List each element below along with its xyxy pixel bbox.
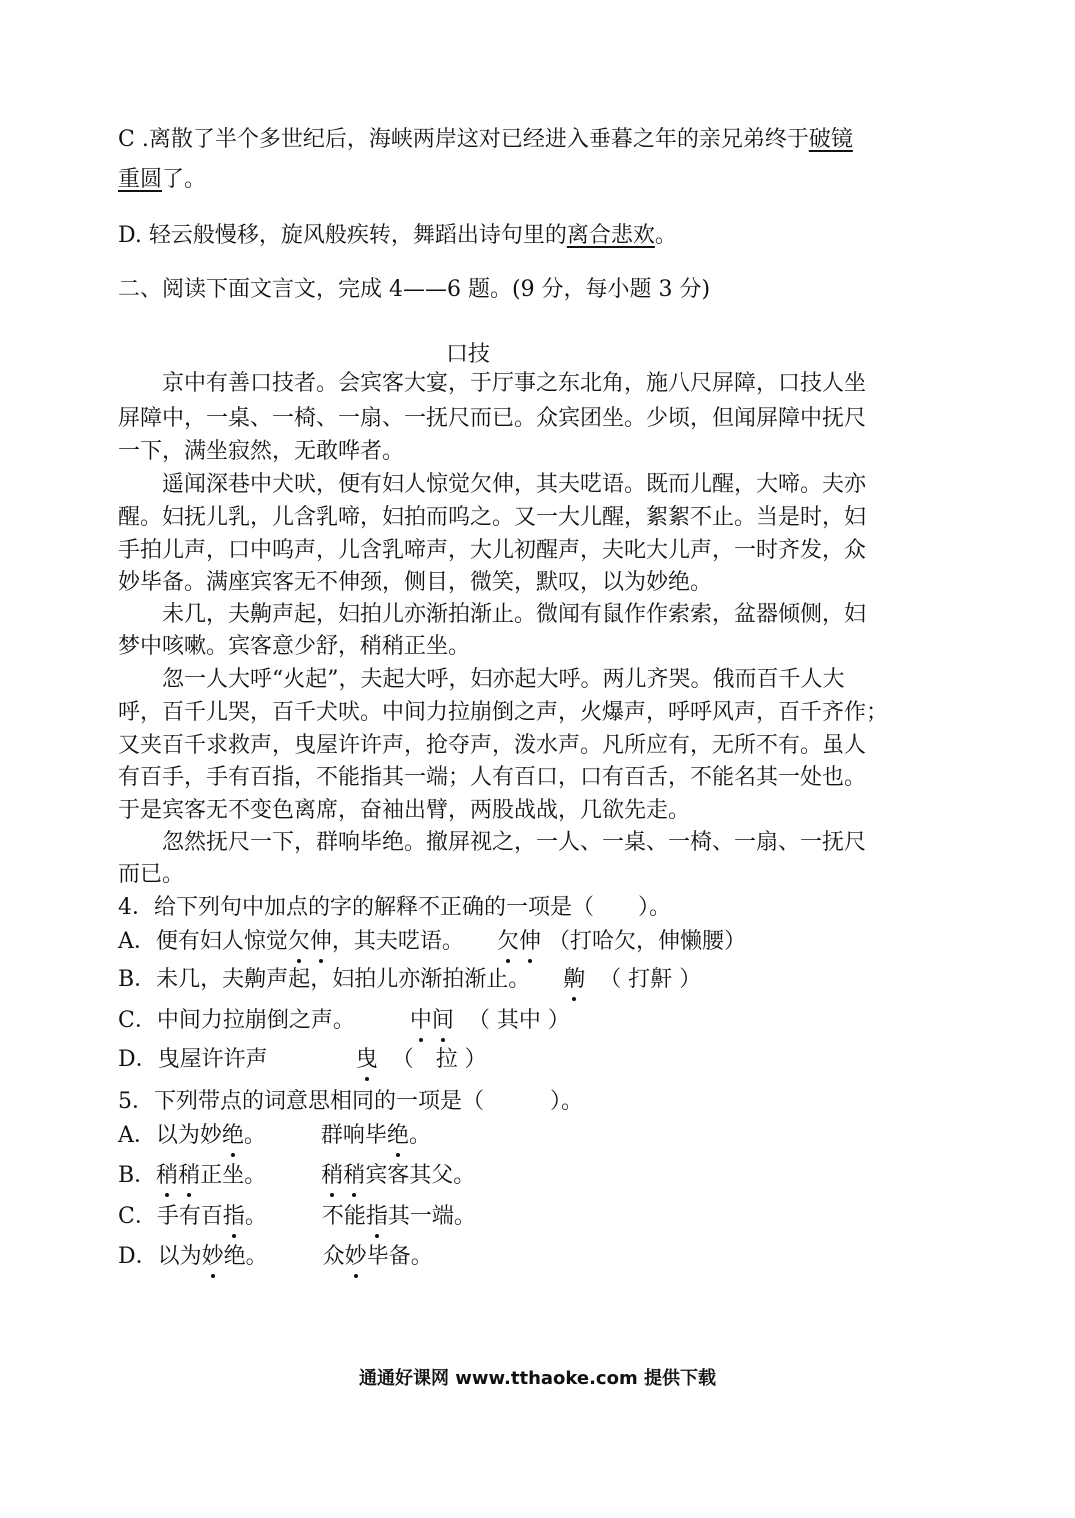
question-4-option-b: B．未几，夫齁声起，妇拍儿亦渐拍渐止。 齁 （ 打鼾 ） (118, 965, 701, 995)
dotted-char: 妙 (202, 1242, 224, 1272)
dotted-char: 间 (432, 1006, 454, 1036)
section-heading: 二、阅读下面文言文，完成 4——6 题。(9 分，每小题 3 分) (118, 277, 711, 302)
passage-line: 手拍儿声，口中呜声，儿含乳啼声，大儿初醒声，夫叱大儿声，一时齐发，众 (118, 538, 867, 563)
passage-line: 遥闻深巷中犬吠，便有妇人惊觉欠伸，其夫呓语。既而儿醒，大啼。夫亦 (118, 472, 867, 497)
passage-line: 而已。 (118, 862, 185, 887)
dotted-char: 绝 (387, 1121, 409, 1151)
dotted-char: 指 (223, 1202, 245, 1232)
dotted-char: 指 (366, 1202, 388, 1232)
question-4-stem: 4．给下列句中加点的字的解释不正确的一项是（ ）。 (118, 895, 671, 920)
question-4-option-c: C．中间力拉崩倒之声。 中间 （ 其中 ） (118, 1006, 570, 1036)
option-c (118, 125, 853, 155)
passage-line: 有百手，手有百指，不能指其一端；人有百口，口有百舌，不能名其一处也。 (118, 765, 867, 790)
option-c-continued: 重圆了。 (118, 167, 207, 192)
question-5-option-c: C．手有百指。 不能指其一端。 (118, 1202, 476, 1232)
underlined-phrase: 离合悲欢 (566, 223, 655, 248)
dotted-char: 稍 (178, 1161, 200, 1191)
passage-title: 口技 (446, 342, 491, 367)
option-d: D. 轻云般慢移，旋风般疾转，舞蹈出诗句里的离合悲欢。 (118, 223, 677, 248)
passage-line: 屏障中，一桌、一椅、一扇、一抚尺而已。众宾团坐。少顷，但闻屏障中抚尺 (118, 406, 867, 431)
underlined-phrase: 破镜 (808, 127, 853, 152)
question-4-option-d: D．曳屋许许声 曳 （ 拉 ） (118, 1045, 487, 1075)
dotted-char: 曳 (356, 1045, 378, 1075)
underlined-phrase: 重圆 (118, 167, 163, 192)
passage-line: 京中有善口技者。会宾客大宴，于厅事之东北角，施八尺屏障，口技人坐 (118, 371, 867, 396)
passage-line: 一下，满坐寂然，无敢哗者。 (118, 439, 405, 464)
dotted-char: 稍 (156, 1161, 178, 1191)
question-5-option-d: D．以为妙绝。 众妙毕备。 (118, 1242, 433, 1272)
question-5-option-a: A．以为妙绝。 群响毕绝。 (118, 1121, 431, 1151)
passage-line: 于是宾客无不变色离席，奋袖出臂，两股战战，几欲先走。 (118, 798, 691, 823)
dotted-char: 欠 (288, 927, 310, 957)
question-4-option-a: A．便有妇人惊觉欠伸，其夫呓语。 欠伸 （打哈欠，伸懒腰） (118, 927, 746, 957)
option-d-text: D. 轻云般慢移，旋风般疾转，舞蹈出诗句里的 (118, 223, 567, 248)
question-5-option-b: B．稍稍正坐。 稍稍宾客其父。 (118, 1161, 475, 1191)
dotted-char: 齁 (563, 965, 585, 995)
footer-source: 通通好课网 www.tthaoke.com 提供下载 (359, 1368, 716, 1389)
dotted-char: 绝 (222, 1121, 244, 1151)
dotted-char: 伸 (519, 927, 541, 957)
passage-line: 忽然抚尺一下，群响毕绝。撤屏视之，一人、一桌、一椅、一扇、一抚尺 (118, 830, 867, 855)
option-c-text: C .离散了半个多世纪后，海峡两岸这对已经进入垂暮之年的亲兄弟终于 (118, 127, 809, 152)
passage-line: 呼，百千儿哭，百千犬吠。中间力拉崩倒之声，火爆声，呼呼风声，百千齐作； (118, 700, 889, 725)
passage-line: 忽一人大呼“火起”，夫起大呼，妇亦起大呼。两儿齐哭。俄而百千人大 (118, 667, 845, 692)
dotted-char: 中 (410, 1006, 432, 1036)
dotted-char: 稍 (321, 1161, 343, 1191)
dotted-char: 伸 (310, 927, 332, 957)
passage-line: 醒。妇抚儿乳，儿含乳啼，妇拍而呜之。又一大儿醒，絮絮不止。当是时，妇 (118, 505, 867, 530)
passage-line: 又夹百千求救声，曳屋许许声，抢夺声，泼水声。凡所应有，无所不有。虽人 (118, 733, 867, 758)
dotted-char: 欠 (497, 927, 519, 957)
question-5-stem: 5．下列带点的词意思相同的一项是（ ）。 (118, 1089, 583, 1114)
passage-line: 未几，夫齁声起，妇拍儿亦渐拍渐止。微闻有鼠作作索索，盆器倾侧，妇 (118, 602, 867, 627)
passage-line: 妙毕备。满座宾客无不伸颈，侧目，微笑，默叹，以为妙绝。 (118, 570, 713, 595)
dotted-char: 妙 (345, 1242, 367, 1272)
dotted-char: 稍 (343, 1161, 365, 1191)
passage-line: 梦中咳嗽。宾客意少舒，稍稍正坐。 (118, 634, 471, 659)
